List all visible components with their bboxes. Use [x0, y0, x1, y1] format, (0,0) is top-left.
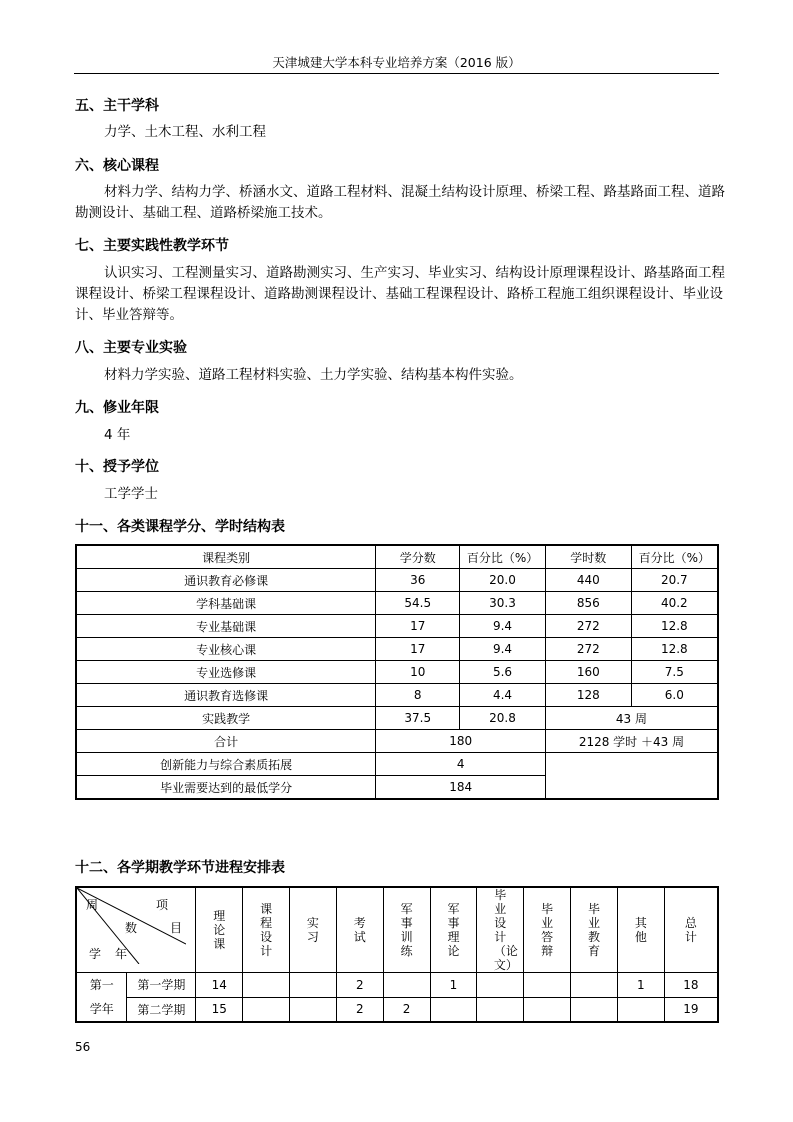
table-header-row	[76, 545, 718, 569]
header-graduation-education: 毕业教育	[571, 887, 618, 973]
diag-label-xiang: 项	[156, 898, 169, 912]
cell-value: 2	[336, 973, 383, 998]
cell-value: 2	[383, 997, 430, 1022]
cell-category: 学科基础课	[76, 592, 376, 615]
header-course-design: 课程设计	[243, 887, 290, 973]
section-8-heading: 八、主要专业实验	[75, 340, 187, 356]
header-course-category: 课程类别	[76, 545, 376, 569]
cell-category: 创新能力与综合素质拓展	[76, 753, 376, 776]
cell-hour-percent: 12.8	[631, 615, 718, 638]
cell-hours: 43 周	[545, 707, 718, 730]
cell-credit-percent: 9.4	[460, 638, 546, 661]
cell-value	[477, 973, 524, 998]
header-total: 总计	[664, 887, 718, 973]
table-header-row	[76, 887, 718, 973]
cell-hours: 272	[545, 615, 631, 638]
table-row	[76, 638, 718, 661]
section-10-heading: 十、授予学位	[75, 459, 159, 475]
cell-category: 专业选修课	[76, 661, 376, 684]
cell-category: 专业核心课	[76, 638, 376, 661]
cell-credit-percent: 20.8	[460, 707, 546, 730]
cell-value: 1	[430, 973, 477, 998]
table-row	[76, 997, 718, 1022]
cell-credit-percent: 20.0	[460, 569, 546, 592]
header-credits: 学分数	[376, 545, 460, 569]
diagonal-header-cell	[76, 887, 196, 973]
semester-schedule-table	[75, 886, 719, 1023]
table-row-innovation	[76, 753, 718, 776]
cell-value	[524, 973, 571, 998]
header-divider	[74, 73, 719, 74]
section-7-heading: 七、主要实践性教学环节	[75, 238, 229, 254]
header-hours: 学时数	[545, 545, 631, 569]
section-12-heading: 十二、各学期教学环节进程安排表	[75, 860, 285, 876]
table-row	[76, 684, 718, 707]
cell-hours: 128	[545, 684, 631, 707]
section-6-heading: 六、核心课程	[75, 158, 159, 174]
credit-hour-structure-table	[75, 544, 719, 800]
cell-hour-percent: 6.0	[631, 684, 718, 707]
header-internship: 实习	[290, 887, 337, 973]
table-row	[76, 615, 718, 638]
table-row	[76, 592, 718, 615]
cell-category: 毕业需要达到的最低学分	[76, 776, 376, 800]
header-other: 其他	[617, 887, 664, 973]
header-military-theory: 军事理论	[430, 887, 477, 973]
cell-hours: 2128 学时 ＋43 周	[545, 730, 718, 753]
cell-credit-percent: 9.4	[460, 615, 546, 638]
diag-label-xue: 学	[89, 947, 102, 961]
table-row	[76, 661, 718, 684]
cell-value	[290, 973, 337, 998]
diag-label-mu: 目	[170, 921, 183, 935]
section-11-heading: 十一、各类课程学分、学时结构表	[75, 519, 285, 535]
cell-credits: 37.5	[376, 707, 460, 730]
cell-credit-percent: 5.6	[460, 661, 546, 684]
section-9-text: 4 年	[104, 427, 131, 443]
cell-category: 通识教育选修课	[76, 684, 376, 707]
section-6-text: 材料力学、结构力学、桥涵水文、道路工程材料、混凝土结构设计原理、桥梁工程、路基路面工程、道路勘测设计、基础工程、道路桥梁施工技术。	[75, 184, 725, 221]
section-8-text: 材料力学实验、道路工程材料实验、土力学实验、结构基本构件实验。	[104, 367, 523, 383]
cell-value	[243, 973, 290, 998]
cell-credit-percent: 4.4	[460, 684, 546, 707]
cell-value: 19	[664, 997, 718, 1022]
cell-term: 第二学期	[127, 997, 196, 1022]
section-5-heading: 五、主干学科	[75, 98, 159, 114]
cell-value	[571, 997, 618, 1022]
header-graduation-defense: 毕业答辩	[524, 887, 571, 973]
cell-credits: 180	[376, 730, 546, 753]
cell-credits: 36	[376, 569, 460, 592]
section-7-text: 认识实习、工程测量实习、道路勘测实习、生产实习、毕业实习、结构设计原理课程设计、路基路面工程课程设计、桥梁工程课程设计、道路勘测课程设计、基础工程课程设计、路桥工程施工组织课程设计、毕业设计、毕业答辩等。	[75, 265, 725, 323]
cell-hours: 440	[545, 569, 631, 592]
section-5-text: 力学、土木工程、水利工程	[104, 124, 266, 140]
cell-value	[477, 997, 524, 1022]
cell-credits: 4	[376, 753, 546, 776]
cell-value	[243, 997, 290, 1022]
table-row-practice	[76, 707, 718, 730]
cell-hour-percent: 40.2	[631, 592, 718, 615]
cell-value: 15	[196, 997, 243, 1022]
cell-hour-percent: 20.7	[631, 569, 718, 592]
cell-term: 第一学期	[127, 973, 196, 998]
page-header-title: 天津城建大学本科专业培养方案（2016 版）	[272, 55, 521, 70]
table-row-total	[76, 730, 718, 753]
table-row	[76, 973, 718, 998]
cell-credits: 10	[376, 661, 460, 684]
cell-hour-percent: 12.8	[631, 638, 718, 661]
cell-value: 14	[196, 973, 243, 998]
cell-value	[524, 997, 571, 1022]
cell-hours: 160	[545, 661, 631, 684]
cell-category: 通识教育必修课	[76, 569, 376, 592]
cell-credits: 184	[376, 776, 546, 800]
cell-hours: 856	[545, 592, 631, 615]
diag-label-zhou: 周	[86, 898, 99, 912]
cell-category: 合计	[76, 730, 376, 753]
cell-value: 2	[336, 997, 383, 1022]
diag-label-shu: 数	[125, 921, 138, 935]
cell-year: 第一学年	[76, 973, 127, 1023]
section-10-text: 工学学士	[104, 486, 158, 502]
header-hour-percent: 百分比（%）	[631, 545, 718, 569]
cell-credits: 54.5	[376, 592, 460, 615]
cell-value	[617, 997, 664, 1022]
header-credit-percent: 百分比（%）	[460, 545, 546, 569]
cell-value: 18	[664, 973, 718, 998]
cell-value	[290, 997, 337, 1022]
cell-credits: 17	[376, 615, 460, 638]
cell-category: 实践教学	[76, 707, 376, 730]
header-graduation-design: 毕业设计（论文）	[477, 887, 524, 973]
cell-value: 1	[617, 973, 664, 998]
diag-label-nian: 年	[115, 947, 128, 961]
cell-value	[383, 973, 430, 998]
cell-value	[571, 973, 618, 998]
header-exam: 考试	[336, 887, 383, 973]
cell-category: 专业基础课	[76, 615, 376, 638]
cell-credits: 8	[376, 684, 460, 707]
cell-hours: 272	[545, 638, 631, 661]
cell-credits: 17	[376, 638, 460, 661]
header-theory: 理论课	[196, 887, 243, 973]
cell-empty	[545, 753, 718, 800]
header-military-training: 军事训练	[383, 887, 430, 973]
page-number: 56	[75, 1040, 91, 1054]
table-row	[76, 569, 718, 592]
cell-hour-percent: 7.5	[631, 661, 718, 684]
cell-value	[430, 997, 477, 1022]
section-9-heading: 九、修业年限	[75, 400, 159, 416]
cell-credit-percent: 30.3	[460, 592, 546, 615]
